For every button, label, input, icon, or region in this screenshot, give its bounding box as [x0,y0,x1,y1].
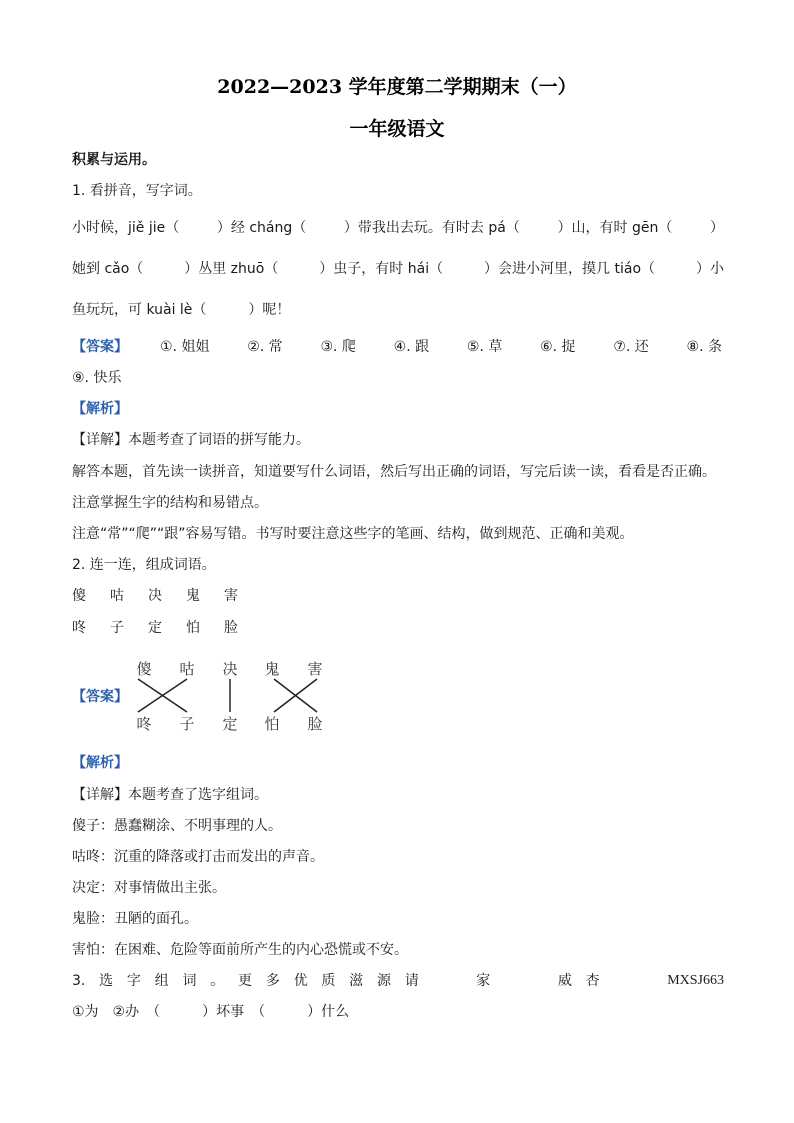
q1-paragraph: 注意掌握生字的结构和易错点。 [72,495,268,511]
q2-char: 咕 [110,588,124,604]
q3-options: ①为 ②办 （ ）坏事 （ ）什么 [72,1004,350,1020]
q3-prompt-char: 杏 [585,973,600,989]
matching-lines [72,655,352,735]
q3-prompt-char: 优 [293,973,308,989]
q2-row-1 [72,586,262,606]
q3-prompt-char: 字 [126,973,141,989]
document-title: 2022—2023 学年度第二学期期末（一） [217,76,577,98]
q2-char: 鬼 [186,588,200,604]
matching-diagram [72,655,352,735]
answer-item: ①. 姐姐 [160,339,210,355]
q2-char: 决 [148,588,162,604]
q2-detail: 【详解】本题考查了选字组词。 [72,787,268,803]
q1-answer-row [72,337,724,357]
q3-prompt-char: 多 [265,973,280,989]
analysis-label: 【解析】 [72,755,128,771]
q3-prompt-char: 3. [72,973,86,989]
q2-prompt: 2. 连一连，组成词语。 [72,557,216,573]
answer-item: ⑧. 条 [686,339,722,355]
answer-item: ⑨. 快乐 [72,370,122,386]
q3-prompt-char: 词 [182,973,197,989]
q2-row-2 [72,618,262,638]
q3-prompt-char: 滋 [349,973,364,989]
diagram-top-char: 傻 [136,660,152,678]
analysis-label: 【解析】 [72,401,128,417]
q3-prompt-char: 。 [210,973,225,989]
q1-prompt: 1. 看拼音，写字词。 [72,183,202,199]
q2-definition: 鬼脸：丑陋的面孔。 [72,911,198,927]
q1-paragraph: 解答本题，首先读一读拼音，知道要写什么词语，然后写出正确的词语，写完后读一读，看看是否正确。 [72,464,716,480]
q1-line-1-seg: ）山，有时 gēn（ [557,220,673,236]
diagram-bottom-char: 怕 [264,715,280,733]
q1-line-3: 鱼玩玩，可 kuài lè（ ）呢！ [72,302,291,318]
watermark-code: MXSJ663 [667,973,724,988]
diagram-bottom-char: 定 [222,715,238,733]
q2-definition: 咕咚：沉重的降落或打击而发出的声音。 [72,849,324,865]
diagram-bottom-char: 咚 [136,715,152,733]
q1-line-1 [72,218,724,238]
q1-line-2-seg: ）会进小河里，摸几 tiáo（ [484,261,656,277]
q1-line-2-seg: ）小 [695,261,724,277]
q3-prompt [72,971,724,991]
q2-char: 害 [224,588,238,604]
answer-label: 【答案】 [72,339,128,355]
q3-prompt-char: 组 [154,973,169,989]
q2-char: 脸 [224,620,238,636]
answer-item: ④. 跟 [393,339,430,355]
q1-detail: 【详解】本题考查了词语的拼写能力。 [72,432,310,448]
q2-char: 怕 [186,620,200,636]
q3-prompt-char: 质 [321,973,336,989]
answer-item: ③. 爬 [320,339,356,355]
q1-line-1-seg: ） [709,220,724,236]
q2-definition: 害怕：在困难、危险等面前所产生的内心恐慌或不安。 [72,942,408,958]
q3-prompt-char: 选 [99,973,114,989]
diagram-top-char: 决 [222,660,238,678]
q1-line-1-seg: 小时候，jiě jie（ [72,220,180,236]
q1-line-2-seg: ）虫子，有时 hái（ [319,261,444,277]
diagram-top-char: 咕 [179,660,195,678]
q3-prompt-char: 请 [404,973,419,989]
q1-line-2-seg: ）丛里 zhuō（ [184,261,279,277]
answer-item: ⑤. 草 [466,339,503,355]
diagram-bottom-char: 脸 [307,715,323,733]
diagram-bottom-char: 子 [179,715,195,733]
q2-char: 傻 [72,588,86,604]
q3-prompt-char: 家 [476,973,491,989]
q1-paragraph: 注意“常”“爬”“跟”容易写错。书写时要注意这些字的笔画、结构，做到规范、正确和美观。 [72,526,634,542]
q2-char: 定 [148,620,162,636]
diagram-top-char: 害 [307,660,323,678]
answer-label: 【答案】 [72,689,128,705]
answer-item: ⑥. 捉 [540,339,576,355]
q1-line-2 [72,259,724,279]
q1-line-1-seg: ）经 cháng（ [216,220,307,236]
q3-prompt-char: 更 [238,973,253,989]
section-heading: 积累与运用。 [72,152,156,168]
q1-line-2-seg: 她到 cǎo（ [72,261,144,277]
answer-item: ②. 常 [247,339,283,355]
q1-line-1-seg: ）带我出去玩。有时去 pá（ [343,220,520,236]
document-subtitle: 一年级语文 [349,118,445,140]
answer-items [160,337,724,357]
q2-definition: 决定：对事情做出主张。 [72,880,226,896]
q3-prompt-char: 源 [376,973,391,989]
diagram-top-char: 鬼 [264,660,280,678]
q2-char: 咚 [72,620,86,636]
answer-item: ⑦. 还 [613,339,649,355]
q2-char: 子 [110,620,124,636]
q3-prompt-char: 威 [557,973,572,989]
q2-definition: 傻子：愚蠢糊涂、不明事理的人。 [72,818,282,834]
